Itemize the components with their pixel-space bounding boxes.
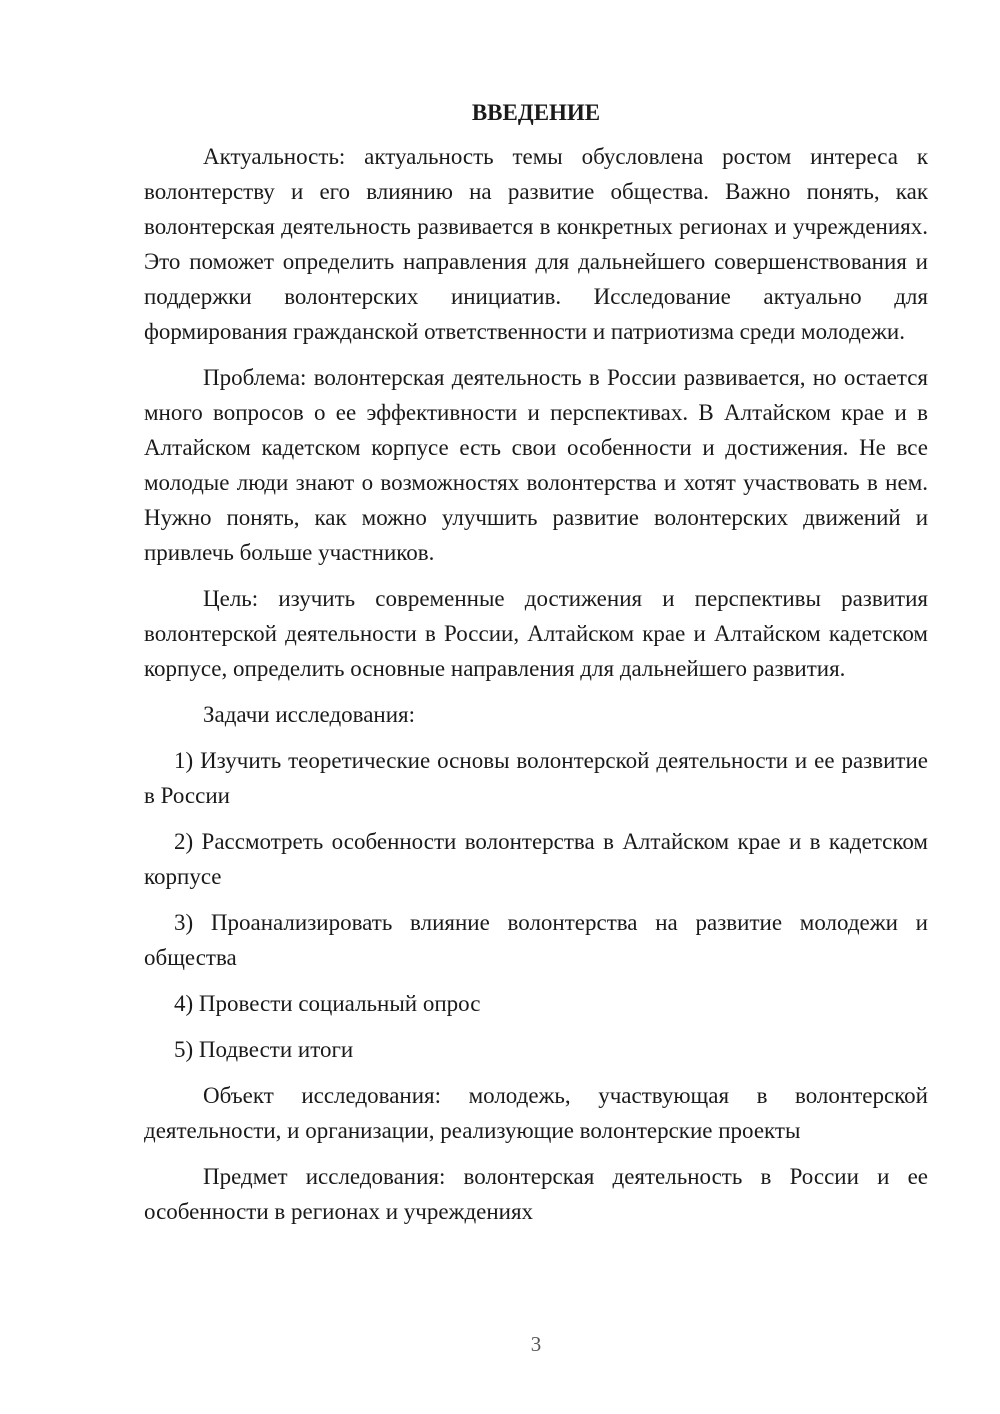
task-item-3: 3) Проанализировать влияние волонтерства на развитие молодежи и общества [144, 910, 928, 970]
task-item-1: 1) Изучить теоретические основы волонтерской деятельности и ее развитие в России [144, 748, 928, 808]
relevance-paragraph: Актуальность: актуальность темы обусловлена ростом интереса к волонтерству и его влиянию на развитие общества. Важно понять, как волонтерская деятельность развивается в конкретных регионах и учреждениях. Это поможет определить направления для дальнейшего совершенствования и поддержки волонтерских инициатив. Исследование актуально для формирования гражданской ответственности и патриотизма среди молодежи. [144, 144, 928, 344]
subject-paragraph: Предмет исследования: волонтерская деятельность в России и ее особенности в регионах и учреждениях [144, 1164, 928, 1224]
task-item-5: 5) Подвести итоги [174, 1037, 354, 1062]
page-content [144, 95, 928, 1240]
object-paragraph: Объект исследования: молодежь, участвующая в волонтерской деятельности, и организации, реализующие волонтерские проекты [144, 1083, 928, 1143]
goal-paragraph: Цель: изучить современные достижения и перспективы развития волонтерской деятельности в России, Алтайском крае и Алтайском кадетском корпусе, определить основные направления для дальнейшего развития. [144, 586, 928, 681]
task-item-2: 2) Рассмотреть особенности волонтерства в Алтайском крае и в кадетском корпусе [144, 829, 928, 889]
task-item-4: 4) Провести социальный опрос [174, 991, 481, 1016]
page-number: 3 [530, 1332, 542, 1356]
page-title: ВВЕДЕНИЕ [471, 100, 601, 125]
problem-paragraph: Проблема: волонтерская деятельность в России развивается, но остается много вопросов о ее эффективности и перспективах. В Алтайском крае и в Алтайском кадетском корпусе есть свои особенности и достижения. Не все молодые люди знают о возможностях волонтерства и хотят участвовать в нем. Нужно понять, как можно улучшить развитие волонтерских движений и привлечь больше участников. [144, 365, 928, 565]
tasks-heading: Задачи исследования: [203, 702, 416, 727]
